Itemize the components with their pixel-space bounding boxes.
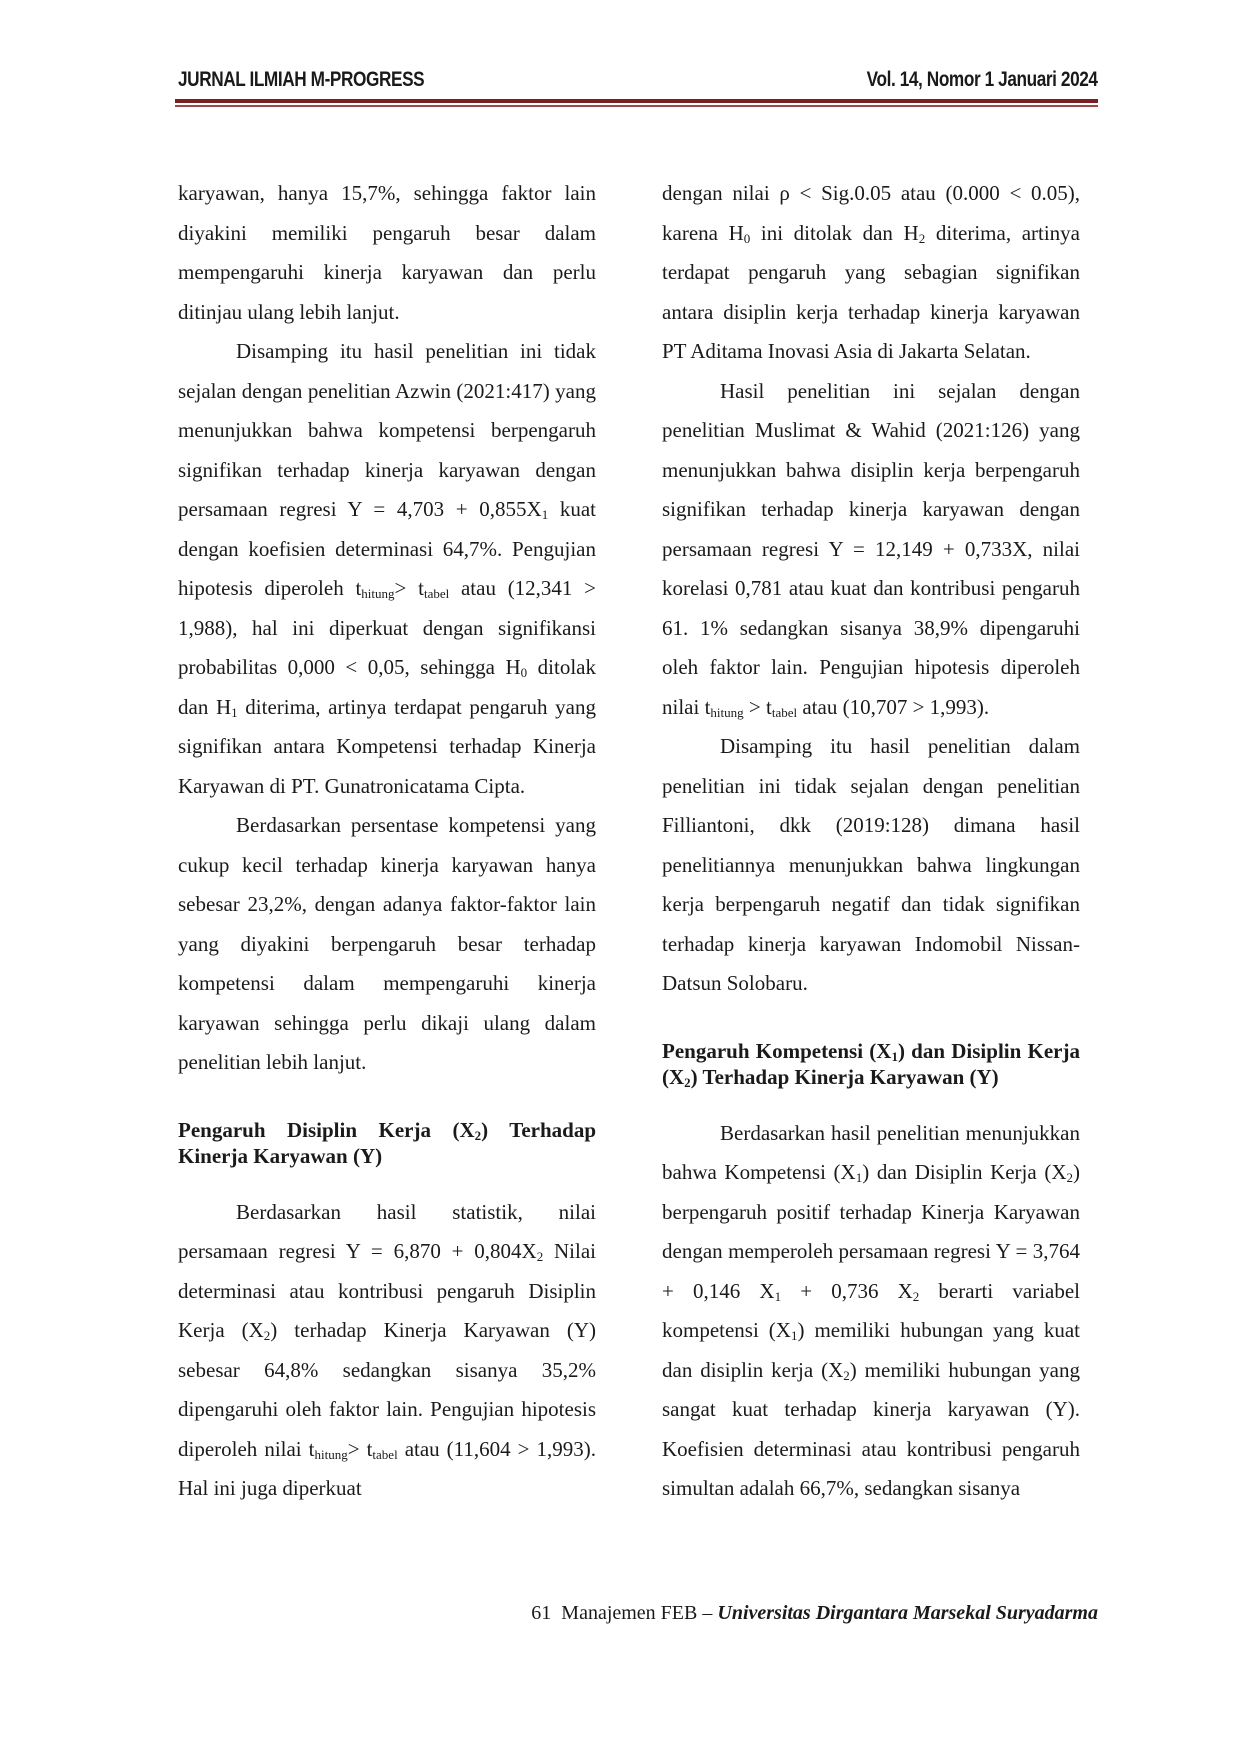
header-rule	[175, 99, 1098, 103]
paragraph: Disamping itu hasil penelitian ini tidak sejalan dengan penelitian Azwin (2021:417) yang menunjukkan bahwa kompetensi berpengaruh signifikan terhadap kinerja karyawan dengan persamaan regresi $Y = 4,703 + 0,855X_1$ kuat dengan koefisien determinasi 64,7%. Pengujian hipotesis diperoleh $t_{hitung}> t_{tabel}$ atau (12,341 > 1,988), hal ini diperkuat dengan signifikansi probabilitas 0,000 < 0,05, sehingga $H_0$ ditolak dan $H_1$ diterima, artinya terdapat pengaruh yang signifikan antara Kompetensi terhadap Kinerja Karyawan di PT. Gunatronicatama Cipta.	[178, 339, 597, 798]
paragraph: karyawan, hanya 15,7%, sehingga faktor lain diyakini memiliki pengaruh besar dalam mempengaruhi kinerja karyawan dan perlu ditinjau ulang lebih lanjut.	[178, 181, 596, 324]
page-footer	[531, 1602, 1098, 1625]
journal-name: JURNAL ILMIAH M-PROGRESS	[178, 68, 425, 91]
section-heading: Pengaruh Disiplin Kerja $(X_2)$ Terhadap Kinerja Karyawan (Y)	[178, 1117, 597, 1168]
paragraph: Hasil penelitian ini sejalan dengan penelitian Muslimat & Wahid (2021:126) yang menunjukkan bahwa disiplin kerja berpengaruh signifikan terhadap kinerja karyawan dengan persamaan regresi Y = 12,149 + 0,733X, nilai korelasi 0,781 atau kuat dan kontribusi pengaruh 61. 1% sedangkan sisanya 38,9% dipengaruhi oleh faktor lain. Pengujian hipotesis diperoleh nilai $t_{hitung} > t_{tabel}$ atau (10,707 > 1,993).	[662, 378, 1080, 720]
paragraph: Disamping itu hasil penelitian dalam penelitian ini tidak sejalan dengan penelitian Filliantoni, dkk (2019:128) dimana hasil penelitiannya menunjukkan bahwa lingkungan kerja berpengaruh negatif dan tidak signifikan terhadap kinerja karyawan Indomobil Nissan-Datsun Solobaru.	[662, 734, 1080, 995]
paragraph: Berdasarkan hasil statistik, nilai persamaan regresi $Y = 6,870 + 0,804X_2$ Nilai determinasi atau kontribusi pengaruh Disiplin Kerja $(X_2)$ terhadap Kinerja Karyawan (Y) sebesar 64,8% sedangkan sisanya 35,2% dipengaruhi oleh faktor lain. Pengujian hipotesis diperoleh nilai $t_{hitung}> t_{tabel}$ atau (11,604 > 1,993). Hal ini juga diperkuat	[178, 1199, 596, 1500]
paragraph: dengan nilai ρ < Sig.0.05 atau (0.000 < 0.05), karena $H_0$ ini ditolak dan $H_2$ diterima, artinya terdapat pengaruh yang sebagian signifikan antara disiplin kerja terhadap kinerja karyawan PT Aditama Inovasi Asia di Jakarta Selatan.	[662, 181, 1081, 363]
left-column	[178, 174, 596, 1509]
paragraph: Berdasarkan hasil penelitian menunjukkan bahwa Kompetensi $(X_1)$ dan Disiplin Kerja $(X_2)$ berpengaruh positif terhadap Kinerja Karyawan dengan memperoleh persamaan regresi Y = 3,764 + 0,146 $X_1 + 0,736$ $X_2$ berarti variabel kompetensi $(X_1)$ memiliki hubungan yang kuat dan disiplin kerja $(X_2)$ memiliki hubungan yang sangat kuat terhadap kinerja karyawan (Y). Koefisien determinasi atau kontribusi pengaruh simultan adalah 66,7%, sedangkan sisanya	[662, 1120, 1081, 1500]
footer-department: Manajemen FEB –	[561, 1602, 713, 1624]
page-number: 61	[531, 1602, 552, 1624]
section-heading: Pengaruh Kompetensi $(X_1)$ dan Disiplin Kerja $(X_2)$ Terhadap Kinerja Karyawan (Y)	[662, 1038, 1080, 1090]
journal-volume: Vol. 14, Nomor 1 Januari 2024	[867, 68, 1098, 91]
right-column	[662, 174, 1080, 1509]
footer-university: Universitas Dirgantara Marsekal Suryadarma	[717, 1602, 1098, 1624]
paragraph: Berdasarkan persentase kompetensi yang cukup kecil terhadap kinerja karyawan hanya sebesar 23,2%, dengan adanya faktor-faktor lain yang diyakini berpengaruh besar terhadap kompetensi dalam mempengaruhi kinerja karyawan sehingga perlu dikaji ulang dalam penelitian lebih lanjut.	[178, 813, 596, 1074]
header-rule-thin	[175, 105, 1098, 107]
